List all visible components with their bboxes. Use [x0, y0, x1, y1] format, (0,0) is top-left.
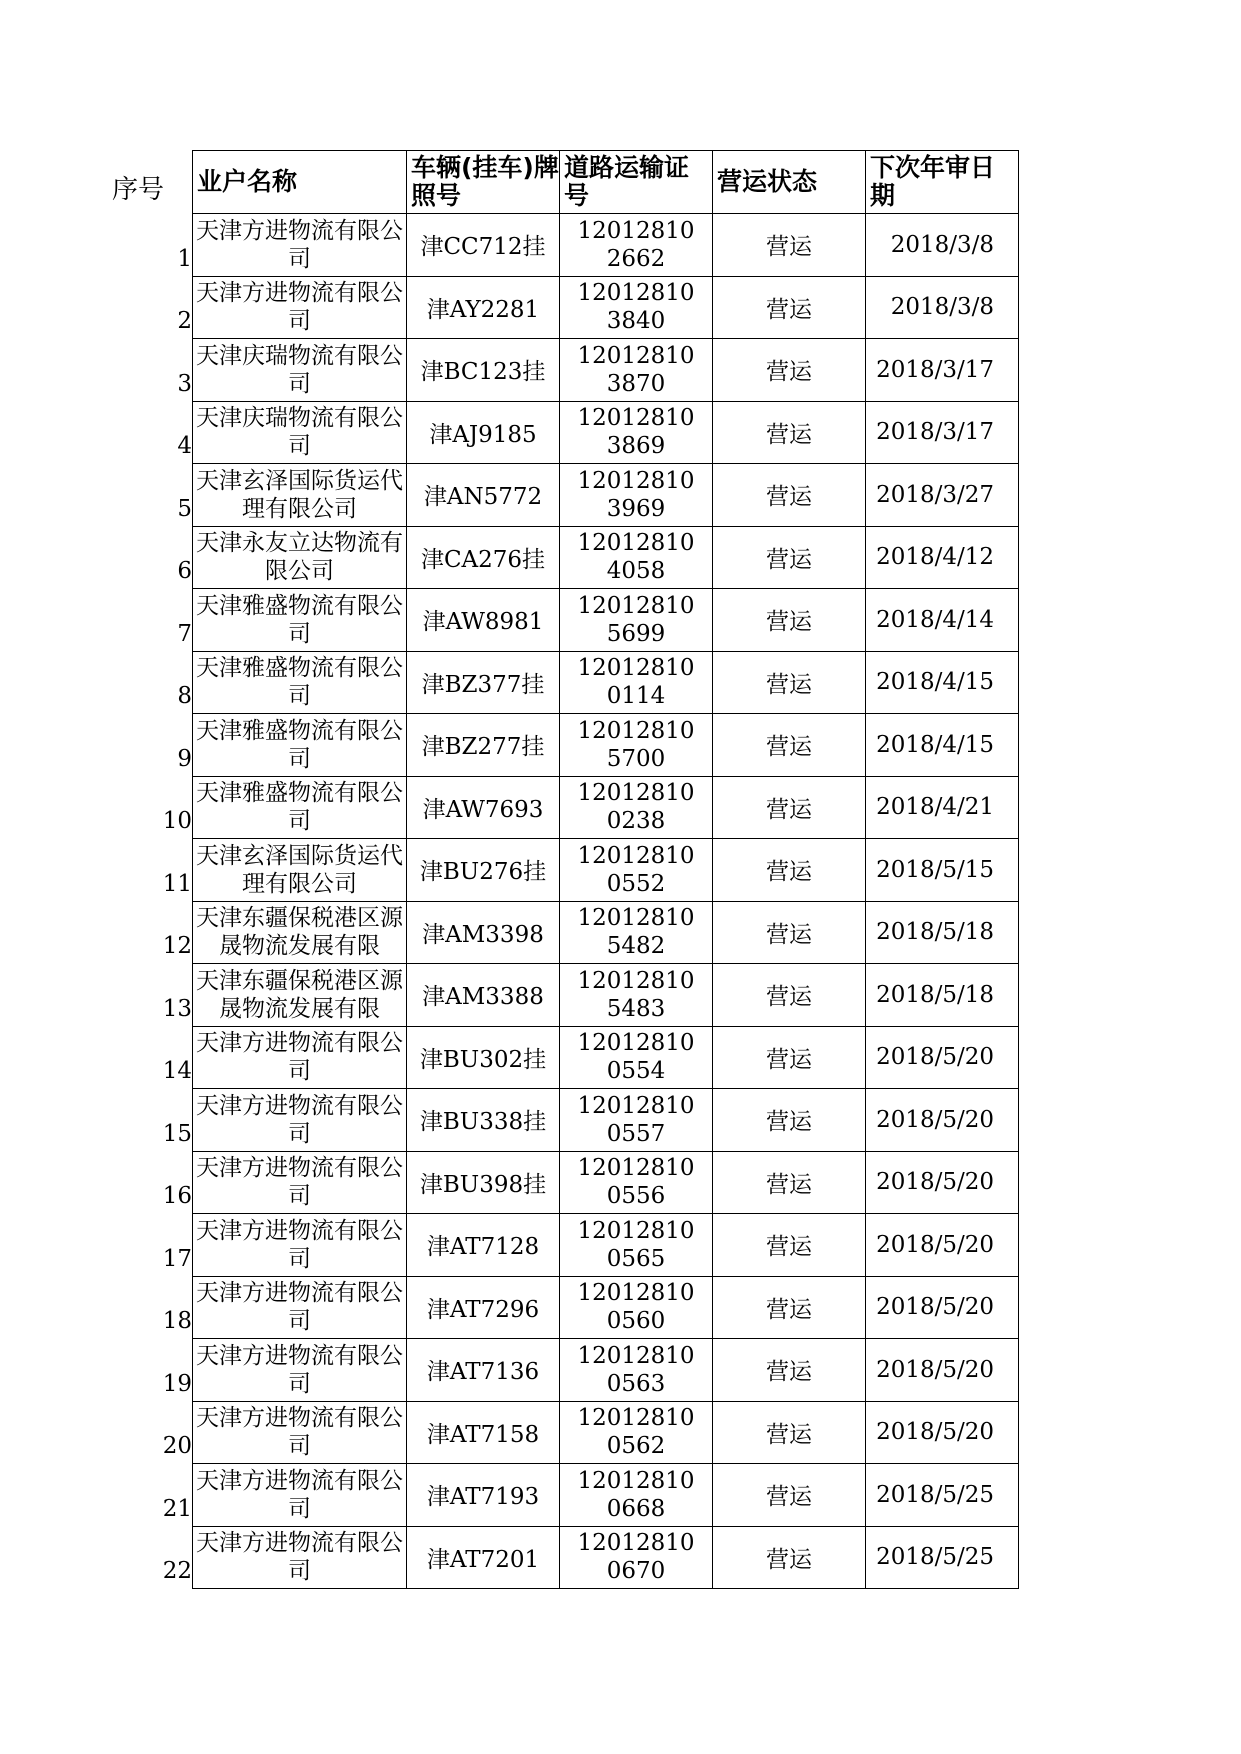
plate-cell: 津AT7128	[407, 1214, 560, 1277]
sequence-number: 21	[162, 1495, 192, 1522]
sequence-number: 9	[177, 745, 192, 772]
review-date-cell: 2018/3/8	[866, 214, 1019, 277]
owner-name: 天津方进物流有限公司	[196, 1280, 403, 1335]
review-date-cell: 2018/4/15	[866, 714, 1019, 777]
owner-name-cell	[193, 526, 407, 589]
sequence-number: 5	[177, 495, 192, 522]
owner-name-cell	[193, 276, 407, 339]
review-date-cell: 2018/3/27	[866, 464, 1019, 527]
plate-cell: 津AW7693	[407, 776, 560, 839]
vehicle-table	[192, 150, 1019, 1589]
transport-cert-cell	[560, 401, 713, 464]
owner-name-cell	[193, 1089, 407, 1152]
transport-cert-cell	[560, 1276, 713, 1339]
sequence-number: 10	[162, 808, 192, 834]
status-cell: 营运	[713, 1401, 866, 1464]
plate-cell: 津BU338挂	[407, 1089, 560, 1152]
transport-cert: 120128105483	[577, 967, 695, 1022]
transport-cert-cell	[560, 1339, 713, 1402]
review-date-cell: 2018/3/8	[866, 276, 1019, 339]
plate-cell: 津AT7158	[407, 1401, 560, 1464]
plate-cell: 津AM3398	[407, 901, 560, 964]
transport-cert-cell	[560, 1464, 713, 1527]
owner-name-cell	[193, 1464, 407, 1527]
status-cell: 营运	[713, 1464, 866, 1527]
status-cell: 营运	[713, 901, 866, 964]
plate-cell: 津BU398挂	[407, 1151, 560, 1214]
transport-cert-cell	[560, 839, 713, 902]
plate-cell: 津AT7193	[407, 1464, 560, 1527]
owner-name-cell	[193, 401, 407, 464]
sequence-number: 7	[177, 620, 192, 647]
table-row	[193, 776, 1019, 839]
header-operating-status: 营运状态	[713, 151, 866, 214]
transport-cert: 120128104058	[577, 530, 695, 585]
table-row	[193, 526, 1019, 589]
sequence-number: 6	[177, 558, 192, 584]
table-row	[193, 589, 1019, 652]
review-date-cell: 2018/5/20	[866, 1089, 1019, 1152]
owner-name-cell	[193, 1026, 407, 1089]
plate-cell: 津AT7201	[407, 1526, 560, 1589]
table-row	[193, 276, 1019, 339]
owner-name: 天津东疆保税港区源晟物流发展有限	[196, 967, 403, 1022]
plate-cell: 津BZ377挂	[407, 651, 560, 714]
review-date-cell: 2018/5/20	[866, 1276, 1019, 1339]
sequence-number: 14	[162, 1058, 192, 1084]
owner-name: 天津玄泽国际货运代理有限公司	[196, 467, 403, 522]
transport-cert-cell	[560, 651, 713, 714]
transport-cert-cell	[560, 526, 713, 589]
review-date-cell: 2018/5/25	[866, 1464, 1019, 1527]
transport-cert: 120128103870	[577, 342, 695, 397]
table-row	[193, 1214, 1019, 1277]
status-cell: 营运	[713, 1526, 866, 1589]
owner-name: 天津雅盛物流有限公司	[196, 655, 403, 710]
table-row	[193, 339, 1019, 402]
owner-name: 天津方进物流有限公司	[196, 1217, 403, 1272]
transport-cert: 120128100556	[577, 1155, 695, 1210]
table-row	[193, 901, 1019, 964]
review-date-cell: 2018/5/25	[866, 1526, 1019, 1589]
sequence-number: 15	[162, 1120, 192, 1147]
owner-name-cell	[193, 651, 407, 714]
transport-cert: 120128100552	[577, 842, 695, 897]
transport-cert: 120128100563	[577, 1342, 695, 1397]
transport-cert-cell	[560, 339, 713, 402]
sequence-number: 2	[177, 308, 192, 334]
table-row	[193, 1276, 1019, 1339]
owner-name-cell	[193, 589, 407, 652]
transport-cert: 120128103969	[577, 467, 695, 522]
owner-name-cell	[193, 214, 407, 277]
transport-cert-cell	[560, 214, 713, 277]
review-date-cell: 2018/5/20	[866, 1151, 1019, 1214]
sequence-number: 19	[162, 1370, 192, 1397]
review-date-cell: 2018/4/14	[866, 589, 1019, 652]
owner-name: 天津雅盛物流有限公司	[196, 592, 403, 647]
plate-cell: 津AW8981	[407, 589, 560, 652]
owner-name: 天津雅盛物流有限公司	[196, 780, 403, 835]
owner-name-cell	[193, 1214, 407, 1277]
transport-cert: 120128105699	[577, 592, 695, 647]
status-cell: 营运	[713, 1026, 866, 1089]
status-cell: 营运	[713, 651, 866, 714]
table-row	[193, 401, 1019, 464]
table-row	[193, 214, 1019, 277]
review-date-cell: 2018/4/15	[866, 651, 1019, 714]
owner-name: 天津方进物流有限公司	[196, 1467, 403, 1522]
owner-name-cell	[193, 464, 407, 527]
review-date-cell: 2018/5/18	[866, 901, 1019, 964]
owner-name-cell	[193, 1339, 407, 1402]
status-cell: 营运	[713, 839, 866, 902]
transport-cert-cell	[560, 776, 713, 839]
transport-cert: 120128100668	[577, 1467, 695, 1522]
table-row	[193, 839, 1019, 902]
status-cell: 营运	[713, 214, 866, 277]
transport-cert-cell	[560, 1089, 713, 1152]
review-date-cell: 2018/5/20	[866, 1026, 1019, 1089]
plate-cell: 津BU302挂	[407, 1026, 560, 1089]
sequence-number: 8	[177, 683, 192, 709]
plate-cell: 津AJ9185	[407, 401, 560, 464]
plate-cell: 津BZ277挂	[407, 714, 560, 777]
sequence-number: 11	[162, 870, 192, 897]
status-cell: 营运	[713, 1214, 866, 1277]
transport-cert: 120128105482	[577, 905, 695, 960]
owner-name: 天津方进物流有限公司	[196, 1030, 403, 1085]
transport-cert: 120128100562	[577, 1405, 695, 1460]
review-date-cell: 2018/5/20	[866, 1214, 1019, 1277]
transport-cert-cell	[560, 714, 713, 777]
owner-name: 天津方进物流有限公司	[196, 1155, 403, 1210]
owner-name: 天津东疆保税港区源晟物流发展有限	[196, 905, 403, 960]
review-date-cell: 2018/5/20	[866, 1339, 1019, 1402]
transport-cert: 120128100238	[577, 780, 695, 835]
owner-name: 天津庆瑞物流有限公司	[196, 405, 403, 460]
owner-name: 天津方进物流有限公司	[196, 1530, 403, 1585]
transport-cert-cell	[560, 464, 713, 527]
sequence-number: 18	[162, 1308, 192, 1334]
owner-name: 天津玄泽国际货运代理有限公司	[196, 842, 403, 897]
status-cell: 营运	[713, 1339, 866, 1402]
review-date-cell: 2018/3/17	[866, 339, 1019, 402]
sequence-header: 序号	[111, 175, 164, 205]
status-cell: 营运	[713, 1276, 866, 1339]
sequence-number: 16	[162, 1183, 192, 1209]
owner-name-cell	[193, 339, 407, 402]
header-transport-cert: 道路运输证号	[560, 151, 713, 214]
status-cell: 营运	[713, 776, 866, 839]
owner-name-cell	[193, 714, 407, 777]
status-cell: 营运	[713, 1089, 866, 1152]
review-date-cell: 2018/4/21	[866, 776, 1019, 839]
owner-name: 天津庆瑞物流有限公司	[196, 342, 403, 397]
table-row	[193, 464, 1019, 527]
table-row	[193, 1089, 1019, 1152]
plate-cell: 津BC123挂	[407, 339, 560, 402]
transport-cert-cell	[560, 1214, 713, 1277]
plate-cell: 津BU276挂	[407, 839, 560, 902]
transport-cert-cell	[560, 589, 713, 652]
plate-cell: 津AT7136	[407, 1339, 560, 1402]
table-row	[193, 1339, 1019, 1402]
table-row	[193, 1526, 1019, 1589]
review-date-cell: 2018/5/15	[866, 839, 1019, 902]
status-cell: 营运	[713, 964, 866, 1027]
owner-name-cell	[193, 1526, 407, 1589]
transport-cert: 120128100114	[577, 655, 695, 710]
plate-cell: 津CA276挂	[407, 526, 560, 589]
sequence-number: 3	[177, 370, 192, 397]
owner-name-cell	[193, 901, 407, 964]
table-row	[193, 651, 1019, 714]
header-next-review-date: 下次年审日期	[866, 151, 1019, 214]
status-cell: 营运	[713, 339, 866, 402]
status-cell: 营运	[713, 1151, 866, 1214]
plate-cell: 津AN5772	[407, 464, 560, 527]
transport-cert-cell	[560, 276, 713, 339]
transport-cert: 120128100670	[577, 1530, 695, 1585]
review-date-cell: 2018/4/12	[866, 526, 1019, 589]
transport-cert-cell	[560, 964, 713, 1027]
status-cell: 营运	[713, 589, 866, 652]
header-row	[193, 151, 1019, 214]
status-cell: 营运	[713, 464, 866, 527]
owner-name: 天津方进物流有限公司	[196, 217, 403, 272]
transport-cert: 120128103840	[577, 280, 695, 335]
sequence-number: 17	[162, 1245, 192, 1272]
owner-name: 天津方进物流有限公司	[196, 1405, 403, 1460]
transport-cert: 120128105700	[577, 717, 695, 772]
owner-name: 天津方进物流有限公司	[196, 280, 403, 335]
transport-cert: 120128100554	[577, 1030, 695, 1085]
status-cell: 营运	[713, 526, 866, 589]
sequence-number: 4	[177, 433, 192, 459]
status-cell: 营运	[713, 401, 866, 464]
owner-name: 天津雅盛物流有限公司	[196, 717, 403, 772]
transport-cert: 120128100565	[577, 1217, 695, 1272]
table-row	[193, 1464, 1019, 1527]
table-row	[193, 714, 1019, 777]
table-row	[193, 964, 1019, 1027]
owner-name-cell	[193, 839, 407, 902]
table-row	[193, 1401, 1019, 1464]
table-row	[193, 1151, 1019, 1214]
transport-cert-cell	[560, 1026, 713, 1089]
plate-cell: 津AY2281	[407, 276, 560, 339]
plate-cell: 津AT7296	[407, 1276, 560, 1339]
transport-cert-cell	[560, 1151, 713, 1214]
header-owner-name: 业户名称	[193, 151, 407, 214]
owner-name: 天津方进物流有限公司	[196, 1092, 403, 1147]
sequence-number: 13	[162, 995, 192, 1022]
owner-name: 天津永友立达物流有限公司	[196, 530, 403, 585]
sequence-number: 22	[162, 1558, 192, 1584]
sequence-number: 1	[177, 245, 192, 272]
review-date-cell: 2018/5/20	[866, 1401, 1019, 1464]
transport-cert: 120128100560	[577, 1280, 695, 1335]
transport-cert: 120128102662	[577, 217, 695, 272]
transport-cert: 120128103869	[577, 405, 695, 460]
transport-cert-cell	[560, 1401, 713, 1464]
transport-cert-cell	[560, 1526, 713, 1589]
owner-name-cell	[193, 1401, 407, 1464]
owner-name-cell	[193, 1151, 407, 1214]
plate-cell: 津AM3388	[407, 964, 560, 1027]
sequence-number: 12	[162, 933, 192, 959]
review-date-cell: 2018/3/17	[866, 401, 1019, 464]
table-row	[193, 1026, 1019, 1089]
owner-name-cell	[193, 964, 407, 1027]
transport-cert: 120128100557	[577, 1092, 695, 1147]
transport-cert-cell	[560, 901, 713, 964]
review-date-cell: 2018/5/18	[866, 964, 1019, 1027]
owner-name: 天津方进物流有限公司	[196, 1342, 403, 1397]
header-plate: 车辆(挂车)牌照号	[407, 151, 560, 214]
status-cell: 营运	[713, 714, 866, 777]
plate-cell: 津CC712挂	[407, 214, 560, 277]
status-cell: 营运	[713, 276, 866, 339]
owner-name-cell	[193, 1276, 407, 1339]
sequence-number: 20	[162, 1433, 192, 1459]
owner-name-cell	[193, 776, 407, 839]
